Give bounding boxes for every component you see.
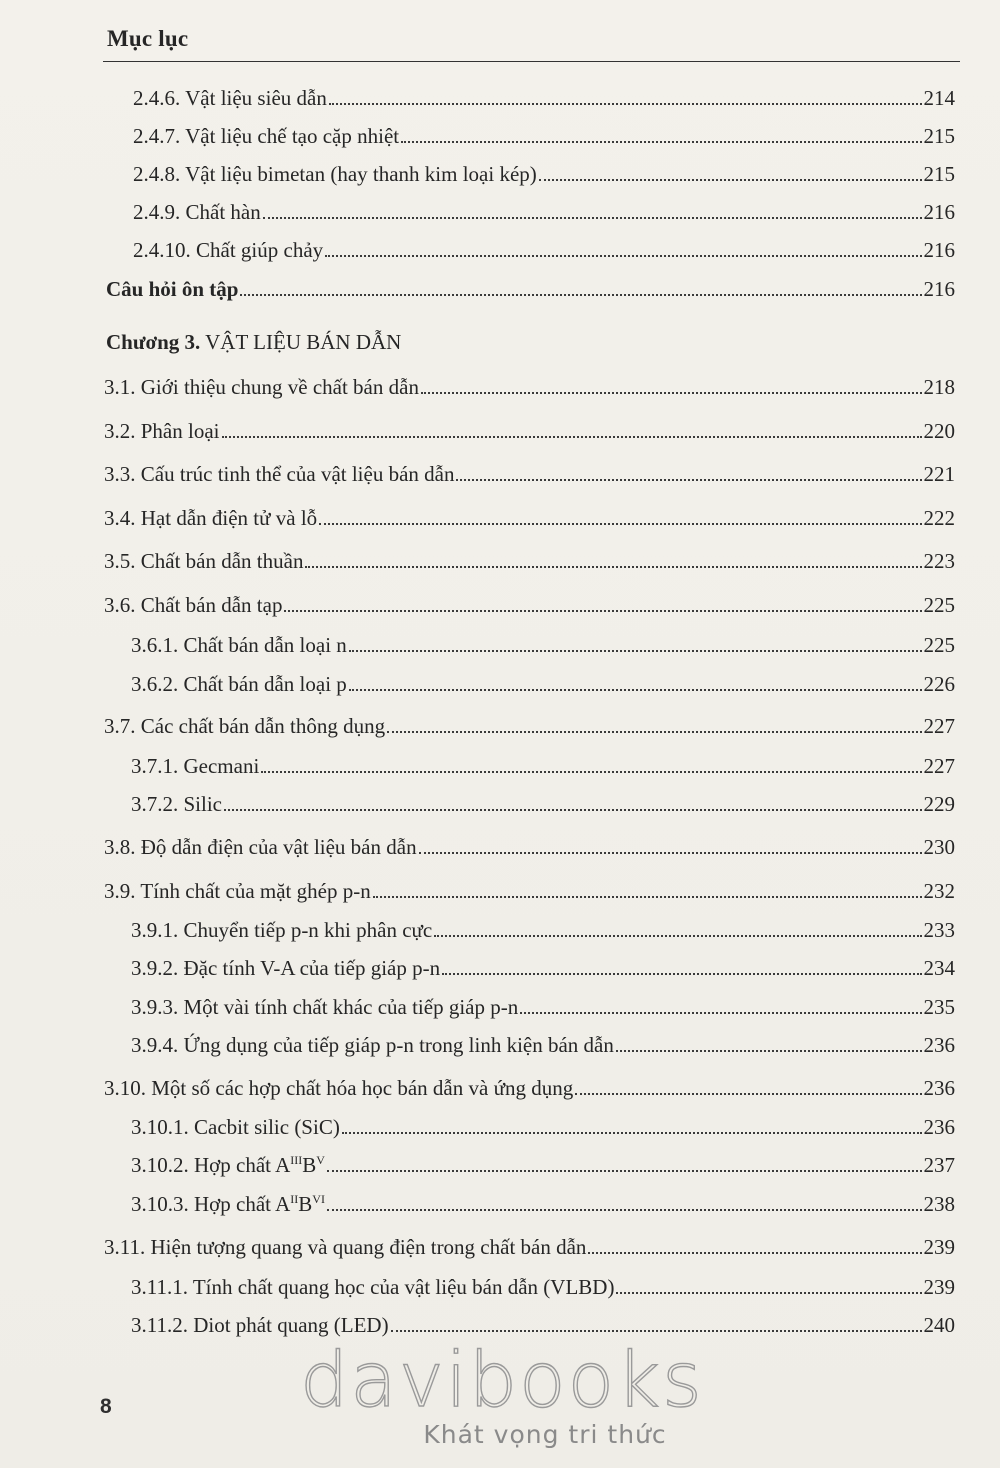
dot-leader xyxy=(421,392,922,394)
toc-entry[interactable] xyxy=(131,1312,955,1340)
toc-entry-page: 240 xyxy=(923,1313,955,1337)
dot-leader xyxy=(588,1252,921,1254)
dot-leader xyxy=(387,731,921,733)
dot-leader xyxy=(284,610,921,612)
toc-entry-page: 227 xyxy=(923,754,955,778)
dot-leader xyxy=(419,852,922,854)
dot-leader xyxy=(616,1050,922,1052)
toc-entry-page: 221 xyxy=(923,462,955,486)
toc-entry-label: 3.9.1. Chuyển tiếp p-n khi phân cực xyxy=(131,918,433,942)
dot-leader xyxy=(401,141,921,143)
toc-entry[interactable] xyxy=(131,753,955,781)
toc-entry[interactable] xyxy=(104,461,955,489)
toc-entry-label xyxy=(131,1191,325,1217)
dot-leader xyxy=(575,1093,921,1095)
toc-entry[interactable] xyxy=(131,994,955,1022)
toc-entry-page: 237 xyxy=(923,1153,955,1177)
toc-entry[interactable] xyxy=(104,418,955,446)
superscript: VI xyxy=(312,1192,325,1206)
toc-entry[interactable] xyxy=(131,1152,955,1180)
toc-entry-page: 216 xyxy=(923,238,955,262)
toc-entry-page: 236 xyxy=(923,1115,955,1139)
toc-entry-label: 3.3. Cấu trúc tinh thể của vật liệu bán dẫn xyxy=(104,462,455,486)
toc-entry-label: 3.11. Hiện tượng quang và quang điện trong chất bán dẫn xyxy=(104,1235,587,1259)
toc-entry-page: 230 xyxy=(923,835,955,859)
toc-entry[interactable] xyxy=(131,671,955,699)
label-mid: B xyxy=(302,1153,317,1177)
toc-entry-page: 214 xyxy=(923,86,955,110)
dot-leader xyxy=(305,566,921,568)
toc-entry-label: 2.4.6. Vật liệu siêu dẫn xyxy=(133,86,327,110)
toc-entry[interactable] xyxy=(131,1191,955,1219)
toc-entry[interactable] xyxy=(104,1234,955,1262)
toc-entry[interactable] xyxy=(133,161,955,189)
toc-entry[interactable] xyxy=(131,632,955,660)
toc-entry-page: 227 xyxy=(923,714,955,738)
dot-leader xyxy=(442,973,921,975)
toc-entry-page: 239 xyxy=(923,1275,955,1299)
toc-entry-label: Câu hỏi ôn tập xyxy=(106,277,239,301)
toc-entry-label: 3.2. Phân loại xyxy=(104,419,220,443)
toc-entry[interactable] xyxy=(133,85,955,113)
header-divider xyxy=(103,61,960,62)
toc-entry-page: 238 xyxy=(923,1192,955,1216)
toc-entry-page: 234 xyxy=(923,956,955,980)
toc-entry-label: 3.6. Chất bán dẫn tạp xyxy=(104,593,283,617)
superscript: V xyxy=(316,1153,325,1167)
toc-entry[interactable] xyxy=(104,834,955,862)
toc-entry-page: 229 xyxy=(923,792,955,816)
superscript: II xyxy=(290,1192,299,1206)
dot-leader xyxy=(240,294,921,296)
toc-entry[interactable] xyxy=(104,374,955,402)
toc-entry[interactable] xyxy=(104,505,955,533)
toc-entry-review-questions[interactable] xyxy=(106,276,955,304)
toc-entry-page: 220 xyxy=(923,419,955,443)
toc-entry-page: 233 xyxy=(923,918,955,942)
toc-entry-label: 2.4.7. Vật liệu chế tạo cặp nhiệt xyxy=(133,124,400,148)
toc-entry[interactable] xyxy=(131,917,955,945)
dot-leader xyxy=(319,523,921,525)
dot-leader xyxy=(456,479,921,481)
dot-leader xyxy=(349,650,922,652)
toc-entry-page: 236 xyxy=(923,1033,955,1057)
toc-entry[interactable] xyxy=(131,1274,955,1302)
chapter-heading[interactable] xyxy=(106,328,401,356)
toc-entry[interactable] xyxy=(131,955,955,983)
toc-entry[interactable] xyxy=(133,237,955,265)
superscript: III xyxy=(290,1153,303,1167)
toc-entry[interactable] xyxy=(104,713,955,741)
toc-entry-label: 3.9.4. Ứng dụng của tiếp giáp p-n trong linh kiện bán dẫn xyxy=(131,1033,614,1057)
toc-entry-page: 225 xyxy=(923,593,955,617)
dot-leader xyxy=(349,689,922,691)
toc-entry-label: 3.6.2. Chất bán dẫn loại p xyxy=(131,672,347,696)
dot-leader xyxy=(373,896,922,898)
toc-entry-page: 235 xyxy=(923,995,955,1019)
label-prefix: 3.10.2. Hợp chất A xyxy=(131,1153,291,1177)
toc-entry-label: 3.10.1. Cacbit silic (SiC) xyxy=(131,1115,340,1139)
toc-entry-page: 236 xyxy=(923,1076,955,1100)
dot-leader xyxy=(539,179,922,181)
dot-leader xyxy=(434,935,921,937)
label-mid: B xyxy=(298,1192,313,1216)
chapter-title: VẬT LIỆU BÁN DẪN xyxy=(205,330,402,354)
toc-entry-label: 3.8. Độ dẫn điện của vật liệu bán dẫn xyxy=(104,835,417,859)
toc-entry[interactable] xyxy=(133,199,955,227)
toc-entry-page: 226 xyxy=(923,672,955,696)
toc-entry[interactable] xyxy=(104,878,955,906)
toc-entry-page: 215 xyxy=(923,124,955,148)
toc-entry-label: 3.9.3. Một vài tính chất khác của tiếp giáp p-n xyxy=(131,995,519,1019)
dot-leader xyxy=(261,771,921,773)
label-prefix: 3.10.3. Hợp chất A xyxy=(131,1192,291,1216)
dot-leader xyxy=(342,1132,922,1134)
toc-entry-page: 216 xyxy=(923,277,955,301)
toc-entry-label: 3.1. Giới thiệu chung về chất bán dẫn xyxy=(104,375,419,399)
toc-entry-label: 2.4.9. Chất hàn xyxy=(133,200,261,224)
toc-entry-page: 215 xyxy=(923,162,955,186)
dot-leader xyxy=(520,1012,921,1014)
toc-entry-page: 216 xyxy=(923,200,955,224)
toc-entry-label: 3.4. Hạt dẫn điện tử và lỗ xyxy=(104,506,318,530)
toc-entry[interactable] xyxy=(131,1114,955,1142)
watermark-brand: davibooks xyxy=(300,1335,704,1424)
toc-entry-page: 222 xyxy=(923,506,955,530)
dot-leader xyxy=(327,1170,922,1172)
toc-entry[interactable] xyxy=(131,1032,955,1060)
toc-entry[interactable] xyxy=(104,1075,955,1103)
dot-leader xyxy=(329,103,922,105)
dot-leader xyxy=(222,436,922,438)
dot-leader xyxy=(263,217,922,219)
watermark xyxy=(300,1335,704,1449)
dot-leader xyxy=(616,1292,921,1294)
toc-entry-label: 2.4.10. Chất giúp chảy xyxy=(133,238,324,262)
toc-entry-page: 232 xyxy=(923,879,955,903)
page-header-title: Mục lục xyxy=(107,26,189,51)
toc-entry[interactable] xyxy=(133,123,955,151)
toc-entry-label: 3.10. Một số các hợp chất hóa học bán dẫn và ứng dụng xyxy=(104,1076,574,1100)
chapter-number: Chương 3. xyxy=(106,330,201,354)
toc-entry-label: 3.9.2. Đặc tính V-A của tiếp giáp p-n xyxy=(131,956,441,980)
toc-entry[interactable] xyxy=(131,791,955,819)
dot-leader xyxy=(325,255,921,257)
toc-entry-page: 218 xyxy=(923,375,955,399)
page-number: 8 xyxy=(100,1395,112,1418)
toc-entry-label xyxy=(131,1152,325,1178)
toc-entry-page: 225 xyxy=(923,633,955,657)
dot-leader xyxy=(391,1330,922,1332)
watermark-tagline: Khát vọng tri thức xyxy=(423,1420,667,1449)
toc-entry-label: 3.9. Tính chất của mặt ghép p-n xyxy=(104,879,371,903)
toc-entry-label: 3.6.1. Chất bán dẫn loại n xyxy=(131,633,347,657)
toc-entry[interactable] xyxy=(104,592,955,620)
toc-entry-label: 3.11.1. Tính chất quang học của vật liệu bán dẫn (VLBD) xyxy=(131,1275,615,1299)
dot-leader xyxy=(224,809,921,811)
toc-entry-page: 239 xyxy=(923,1235,955,1259)
toc-entry-label: 3.7.1. Gecmani xyxy=(131,754,260,778)
toc-entry-label: 3.5. Chất bán dẫn thuần xyxy=(104,549,304,573)
toc-entry-label: 2.4.8. Vật liệu bimetan (hay thanh kim loại kép) xyxy=(133,162,537,186)
toc-entry-label: 3.7. Các chất bán dẫn thông dụng xyxy=(104,714,386,738)
dot-leader xyxy=(327,1209,922,1211)
toc-entry-page: 223 xyxy=(923,549,955,573)
toc-entry[interactable] xyxy=(104,548,955,576)
toc-entry-label: 3.7.2. Silic xyxy=(131,792,223,816)
toc-entry-label: 3.11.2. Diot phát quang (LED) xyxy=(131,1313,389,1337)
